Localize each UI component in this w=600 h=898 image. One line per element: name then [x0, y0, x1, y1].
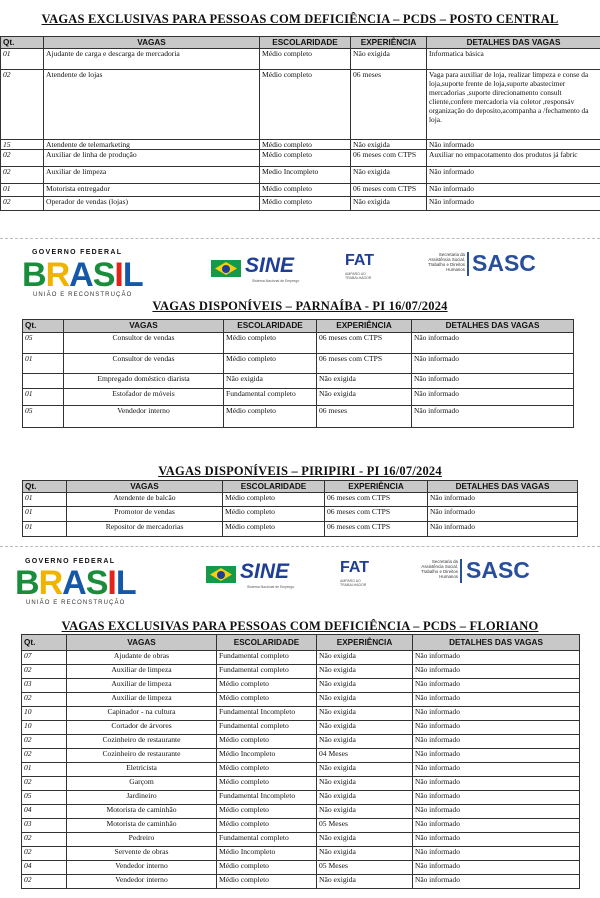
cell-qt: 02 [22, 693, 67, 707]
cell-detalhes: Não informado [413, 805, 580, 819]
cell-detalhes: Não informado [413, 721, 580, 735]
cell-experiencia: Não exigida [317, 833, 413, 847]
cell-experiencia: 06 meses com CTPS [325, 522, 428, 537]
sasc-divider [460, 559, 462, 583]
secretaria-label: Secretaria da Assistência Social, Trabalho e Direitos Humanos [428, 252, 465, 272]
cell-detalhes: Não informado [413, 665, 580, 679]
cell-escolaridade: Fundamental completo [224, 389, 317, 406]
cell-vaga: Eletricista [67, 763, 217, 777]
cell-escolaridade: Médio completo [260, 70, 351, 140]
cell-qt: 01 [1, 49, 44, 70]
sasc-divider [467, 252, 469, 276]
cell-detalhes: Não informado [413, 735, 580, 749]
cell-escolaridade: Médio completo [260, 140, 351, 150]
cell-escolaridade: Médio completo [224, 354, 317, 374]
header-escolaridade: ESCOLARIDADE [217, 635, 317, 651]
cell-vaga: Cozinheiro de restaurante [67, 735, 217, 749]
cell-vaga: Auxiliar de limpeza [67, 693, 217, 707]
cell-vaga: Auxiliar de linha de produção [44, 150, 260, 167]
section-divider [0, 546, 600, 547]
cell-detalhes: Não informado [412, 406, 574, 428]
cell-vaga: Repositor de mercadorias [67, 522, 223, 537]
table-row [22, 777, 580, 791]
table-parnaiba [22, 319, 574, 428]
fat-subtitle: AMPARO AO TRABALHADOR [345, 272, 372, 280]
table-row [22, 693, 580, 707]
uniao-reconstrucao-label: UNIÃO E RECONSTRUÇÃO [33, 292, 133, 298]
cell-vaga: Atendente de balcão [67, 493, 223, 507]
cell-experiencia: 06 meses com CTPS [325, 493, 428, 507]
cell-vaga: Ajudante de carga e descarga de mercadoria [44, 49, 260, 70]
cell-detalhes: Não informado [412, 374, 574, 389]
uniao-reconstrucao-label: UNIÃO E RECONSTRUÇÃO [26, 600, 126, 606]
cell-vaga: Auxiliar de limpeza [44, 167, 260, 184]
table-row [22, 721, 580, 735]
cell-escolaridade: Médio Incompleto [217, 847, 317, 861]
cell-escolaridade: Médio completo [217, 763, 317, 777]
cell-qt: 01 [1, 184, 44, 197]
cell-detalhes: Não informado [427, 197, 600, 211]
governo-federal-label: GOVERNO FEDERAL [25, 558, 116, 565]
table-row [23, 522, 578, 537]
table-row [22, 707, 580, 721]
cell-experiencia: Não exigida [317, 389, 412, 406]
fat-logo: FAT [340, 559, 370, 576]
cell-qt: 02 [1, 70, 44, 140]
header-escolaridade: ESCOLARIDADE [223, 481, 325, 493]
cell-experiencia: Não exigida [317, 875, 413, 889]
cell-vaga: Operador de vendas (lojas) [44, 197, 260, 211]
cell-qt: 02 [22, 847, 67, 861]
cell-experiencia: Não exigida [317, 805, 413, 819]
cell-qt: 01 [23, 507, 67, 522]
cell-detalhes: Não informado [428, 493, 578, 507]
cell-qt: 04 [22, 805, 67, 819]
cell-escolaridade: Medio Incompleto [260, 167, 351, 184]
cell-qt: 10 [22, 707, 67, 721]
cell-escolaridade: Médio completo [223, 507, 325, 522]
cell-detalhes: Não informado [413, 791, 580, 805]
cell-escolaridade: Médio completo [217, 875, 317, 889]
cell-qt: 02 [22, 833, 67, 847]
cell-qt: 02 [22, 875, 67, 889]
table-row [22, 805, 580, 819]
header-qt: Qt. [23, 320, 64, 333]
sine-logo: SINE [240, 560, 290, 583]
cell-qt: 01 [23, 493, 67, 507]
cell-experiencia: Não exigida [317, 777, 413, 791]
cell-experiencia: Não exigida [317, 651, 413, 665]
cell-escolaridade: Médio completo [260, 49, 351, 70]
table-row [22, 679, 580, 693]
cell-escolaridade: Médio completo [217, 679, 317, 693]
title-parnaiba: VAGAS DISPONÍVEIS – PARNAÍBA - PI 16/07/2024 [152, 299, 448, 313]
cell-experiencia: Não exigida [351, 197, 427, 211]
cell-vaga: Pedreiro [67, 833, 217, 847]
cell-escolaridade: Médio completo [260, 150, 351, 167]
cell-vaga: Cortador de árvores [67, 721, 217, 735]
cell-qt: 05 [23, 333, 64, 354]
cell-vaga: Cozinheiro de restaurante [67, 749, 217, 763]
cell-experiencia: Não exigida [351, 140, 427, 150]
cell-detalhes: Não informado [413, 777, 580, 791]
table-row [22, 651, 580, 665]
table-floriano [21, 634, 580, 889]
cell-qt: 02 [1, 150, 44, 167]
cell-vaga: Promotor de vendas [67, 507, 223, 522]
cell-experiencia: 06 meses [317, 406, 412, 428]
cell-detalhes: Vaga para auxiliar de loja, realizar limpeza e conse da loja,suporte frente de loja,suporte abastecimer mercadorias ,suporte direcionamento consult cliente,confere mercadoria via coletor ,responsáv organização do deposito,acompanha a /fechamento da loja. [427, 70, 600, 140]
governo-federal-label: GOVERNO FEDERAL [32, 249, 123, 256]
cell-experiencia: Não exigida [317, 721, 413, 735]
cell-escolaridade: Médio completo [223, 493, 325, 507]
table-row [22, 861, 580, 875]
header-detalhes: DETALHES DAS VAGAS [427, 37, 600, 49]
cell-qt: 03 [22, 679, 67, 693]
cell-experiencia: Não exigida [317, 374, 412, 389]
sine-logo: SINE [245, 254, 295, 277]
table-row [22, 763, 580, 777]
cell-vaga: Consultor de vendas [64, 333, 224, 354]
cell-escolaridade: Médio completo [217, 861, 317, 875]
cell-escolaridade: Médio completo [217, 819, 317, 833]
cell-qt: 02 [22, 777, 67, 791]
cell-qt: 02 [22, 749, 67, 763]
cell-qt: 05 [22, 791, 67, 805]
cell-experiencia: Não exigida [317, 791, 413, 805]
cell-escolaridade: Fundamental Incompleto [217, 791, 317, 805]
cell-experiencia: Não exigida [317, 665, 413, 679]
cell-detalhes: Não informado [413, 819, 580, 833]
cell-qt: 03 [22, 819, 67, 833]
header-escolaridade: ESCOLARIDADE [224, 320, 317, 333]
cell-qt: 07 [22, 651, 67, 665]
header-detalhes: DETALHES DAS VAGAS [412, 320, 574, 333]
sine-flag-icon [206, 566, 236, 583]
cell-detalhes: Não informado [413, 707, 580, 721]
sine-flag-icon [211, 260, 241, 277]
cell-vaga: Atendente de lojas [44, 70, 260, 140]
table-row [22, 875, 580, 889]
cell-vaga: Vendedor interno [67, 861, 217, 875]
cell-qt: 02 [1, 197, 44, 211]
cell-vaga: Motorista de caminhão [67, 819, 217, 833]
cell-detalhes: Não informado [413, 763, 580, 777]
cell-qt: 04 [22, 861, 67, 875]
table-row [23, 333, 574, 354]
header-qt: Qt. [22, 635, 67, 651]
table-row [22, 735, 580, 749]
table-row [22, 833, 580, 847]
title-posto-central: VAGAS EXCLUSIVAS PARA PESSOAS COM DEFICIÊNCIA – PCDS – POSTO CENTRAL [41, 12, 559, 26]
header-detalhes: DETALHES DAS VAGAS [413, 635, 580, 651]
cell-vaga: Atendente de telemarketing [44, 140, 260, 150]
header-qt: Qt. [1, 37, 44, 49]
cell-detalhes: Não informado [428, 522, 578, 537]
cell-detalhes: Não informado [427, 140, 600, 150]
cell-detalhes: Auxiliar no empacotamento dos produtos já fabric [427, 150, 600, 167]
table-row [22, 665, 580, 679]
cell-escolaridade: Médio completo [260, 184, 351, 197]
table-row [23, 493, 578, 507]
header-vagas: VAGAS [64, 320, 224, 333]
cell-qt: 02 [22, 735, 67, 749]
cell-vaga: Motorista entregador [44, 184, 260, 197]
table-row [23, 507, 578, 522]
cell-qt: 15 [1, 140, 44, 150]
cell-detalhes: Não informado [412, 333, 574, 354]
cell-vaga: Motorista de caminhão [67, 805, 217, 819]
cell-experiencia: Não exigida [317, 679, 413, 693]
cell-qt [23, 374, 64, 389]
cell-qt: 01 [23, 389, 64, 406]
cell-detalhes: Não informado [413, 847, 580, 861]
table-row [1, 197, 600, 211]
cell-vaga: Empregado doméstico diarista [64, 374, 224, 389]
header-detalhes: DETALHES DAS VAGAS [428, 481, 578, 493]
cell-experiencia: Não exigida [317, 763, 413, 777]
header-experiencia: EXPERIÊNCIA [325, 481, 428, 493]
cell-vaga: Garçom [67, 777, 217, 791]
cell-escolaridade: Médio Incompleto [217, 749, 317, 763]
cell-experiencia: Não exigida [317, 707, 413, 721]
table-row [1, 49, 600, 70]
table-row [1, 150, 600, 167]
secretaria-label: Secretaria da Assistência Social, Trabalho e Direitos Humanos [421, 559, 458, 579]
cell-vaga: Vendedor interno [64, 406, 224, 428]
table-row [22, 819, 580, 833]
cell-qt: 02 [22, 665, 67, 679]
cell-escolaridade: Não exigida [224, 374, 317, 389]
fat-logo: FAT [345, 252, 375, 269]
table-posto-central [0, 36, 600, 211]
cell-escolaridade: Médio completo [223, 522, 325, 537]
table-row [22, 749, 580, 763]
table-row [23, 389, 574, 406]
cell-vaga: Auxiliar de limpeza [67, 679, 217, 693]
sasc-logo: SASC [472, 250, 536, 276]
cell-escolaridade: Médio completo [217, 805, 317, 819]
cell-escolaridade: Médio completo [217, 693, 317, 707]
brasil-logo: BRASIL [22, 256, 143, 294]
cell-escolaridade: Fundamental completo [217, 665, 317, 679]
cell-detalhes: Não informado [427, 184, 600, 197]
table-piripiri [22, 480, 578, 537]
cell-vaga: Capinador - na cultura [67, 707, 217, 721]
cell-experiencia: Não exigida [317, 693, 413, 707]
sasc-logo: SASC [466, 557, 530, 583]
table-row [1, 167, 600, 184]
table-row [22, 847, 580, 861]
cell-detalhes: Não informado [413, 679, 580, 693]
cell-vaga: Jardineiro [67, 791, 217, 805]
cell-vaga: Estofador de móveis [64, 389, 224, 406]
cell-qt: 02 [1, 167, 44, 184]
table-row [1, 140, 600, 150]
cell-detalhes: Não informado [412, 389, 574, 406]
cell-experiencia: 05 Meses [317, 819, 413, 833]
fat-subtitle: AMPARO AO TRABALHADOR [340, 579, 367, 587]
cell-experiencia: Não exigida [317, 847, 413, 861]
table-row [23, 406, 574, 428]
cell-detalhes: Não informado [412, 354, 574, 374]
cell-detalhes: Não informado [413, 875, 580, 889]
cell-experiencia: 06 meses com CTPS [351, 184, 427, 197]
sine-subtitle: Sistema Nacional de Emprego [252, 279, 300, 283]
cell-experiencia: 06 meses com CTPS [351, 150, 427, 167]
cell-escolaridade: Fundamental completo [217, 651, 317, 665]
cell-detalhes: Não informado [427, 167, 600, 184]
header-vagas: VAGAS [44, 37, 260, 49]
cell-vaga: Vendedor interno [67, 875, 217, 889]
cell-qt: 10 [22, 721, 67, 735]
header-experiencia: EXPERIÊNCIA [351, 37, 427, 49]
cell-detalhes: Não informado [413, 749, 580, 763]
header-vagas: VAGAS [67, 481, 223, 493]
cell-escolaridade: Fundamental Incompleto [217, 707, 317, 721]
header-qt: Qt. [23, 481, 67, 493]
cell-escolaridade: Médio completo [224, 333, 317, 354]
title-piripiri: VAGAS DISPONÍVEIS – PIRIPIRI - PI 16/07/2024 [158, 464, 442, 478]
cell-experiencia: Não exigida [317, 735, 413, 749]
cell-experiencia: 04 Meses [317, 749, 413, 763]
cell-qt: 01 [23, 354, 64, 374]
cell-escolaridade: Médio completo [217, 777, 317, 791]
section-divider [0, 238, 600, 239]
header-experiencia: EXPERIÊNCIA [317, 320, 412, 333]
cell-detalhes: Não informado [413, 861, 580, 875]
cell-qt: 05 [23, 406, 64, 428]
header-experiencia: EXPERIÊNCIA [317, 635, 413, 651]
cell-experiencia: Não exigida [351, 49, 427, 70]
cell-experiencia: 06 meses [351, 70, 427, 140]
brasil-logo: BRASIL [15, 564, 136, 602]
cell-experiencia: 06 meses com CTPS [317, 333, 412, 354]
table-row [1, 184, 600, 197]
table-row [22, 791, 580, 805]
cell-escolaridade: Médio completo [224, 406, 317, 428]
cell-escolaridade: Fundamental completo [217, 833, 317, 847]
cell-experiencia: 06 meses com CTPS [325, 507, 428, 522]
cell-detalhes: Não informado [428, 507, 578, 522]
cell-detalhes: Informatica básica [427, 49, 600, 70]
cell-experiencia: 05 Meses [317, 861, 413, 875]
cell-detalhes: Não informado [413, 651, 580, 665]
sine-subtitle: Sistema Nacional de Emprego [247, 585, 295, 589]
cell-escolaridade: Fundamental completo [217, 721, 317, 735]
table-row [23, 374, 574, 389]
cell-detalhes: Não informado [413, 833, 580, 847]
cell-escolaridade: Médio completo [217, 735, 317, 749]
header-vagas: VAGAS [67, 635, 217, 651]
title-floriano: VAGAS EXCLUSIVAS PARA PESSOAS COM DEFICIÊNCIA – PCDS – FLORIANO [61, 619, 539, 633]
cell-vaga: Servente de obras [67, 847, 217, 861]
brand-bar [0, 246, 600, 306]
cell-experiencia: Não exigida [351, 167, 427, 184]
cell-vaga: Ajudante de obras [67, 651, 217, 665]
cell-experiencia: 06 meses com CTPS [317, 354, 412, 374]
cell-escolaridade: Médio completo [260, 197, 351, 211]
cell-qt: 01 [23, 522, 67, 537]
cell-vaga: Consultor de vendas [64, 354, 224, 374]
cell-vaga: Auxiliar de limpeza [67, 665, 217, 679]
table-row [1, 70, 600, 140]
header-escolaridade: ESCOLARIDADE [260, 37, 351, 49]
cell-qt: 01 [22, 763, 67, 777]
cell-detalhes: Não informado [413, 693, 580, 707]
brand-bar [0, 555, 600, 615]
table-row [23, 354, 574, 374]
